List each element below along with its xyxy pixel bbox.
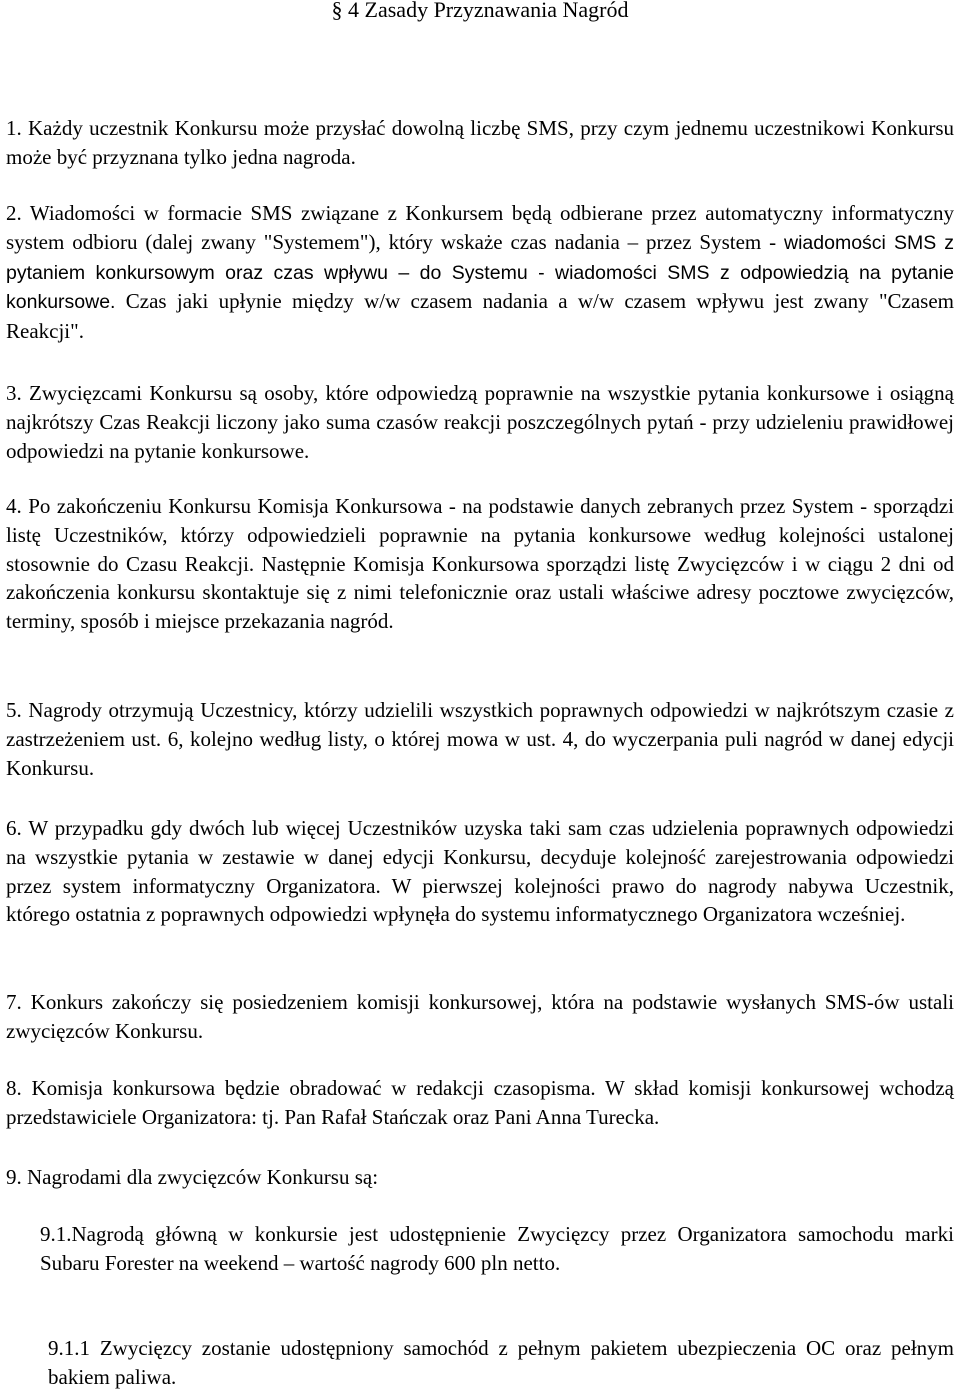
- paragraph-7: 7. Konkurs zakończy się posiedzeniem komisji konkursowej, która na podstawie wysłanych SMS-ów ustali zwycięzców Konkursu.: [6, 990, 954, 1043]
- paragraph-2-serif-text: 2. Wiadomości w formacie SMS związane z Konkursem będą odbierane przez automatyczny informatyczny system odbioru (dalej zwany "Systemem"), który wskaże czas nadania – przez System -: [6, 201, 954, 254]
- paragraph-2-sans-text: wiadomości SMS z pytaniem konkursowym oraz czas wpływu – do Systemu - wiadomości SMS z odpowiedzią na pytanie konkursowe.: [6, 231, 954, 314]
- paragraph-9: 9. Nagrodami dla zwycięzców Konkursu są:: [6, 1165, 379, 1189]
- paragraph-3: 3. Zwycięzcami Konkursu są osoby, które odpowiedzą poprawnie na wszystkie pytania konkursowe i osiągną najkrótszy Czas Reakcji liczony jako suma czasów reakcji poszczególnych pytań - przy udzieleniu prawidłowej odpowiedzi na pytanie konkursowe.: [6, 381, 954, 463]
- paragraph-5: 5. Nagrody otrzymują Uczestnicy, którzy udzielili wszystkich poprawnych odpowiedzi w najkrótszym czasie z zastrzeżeniem ust. 6, kolejno według listy, o której mowa w ust. 4, do wyczerpania puli nagród w danej edycji Konkursu.: [6, 698, 954, 780]
- paragraph-2: [6, 199, 954, 346]
- paragraph-4: 4. Po zakończeniu Konkursu Komisja Konkursowa - na podstawie danych zebranych przez System - sporządzi listę Uczestników, którzy odpowiedzieli poprawnie na pytania konkursowe według kolejności ustalonej stosownie do Czasu Reakcji. Następnie Komisja Konkursowa sporządzi listę Zwycięzców i w ciągu 2 dni od zakończenia konkursu skontaktuje się z nimi telefonicznie oraz ustali właściwe adresy pocztowe zwycięzców, terminy, sposób i miejsce przekazania nagród.: [6, 494, 954, 634]
- paragraph-9-1-1: 9.1.1 Zwycięzcy zostanie udostępniony samochód z pełnym pakietem ubezpieczenia OC oraz pełnym bakiem paliwa.: [48, 1336, 954, 1389]
- paragraph-9-1: 9.1.Nagrodą główną w konkursie jest udostępnienie Zwycięzcy przez Organizatora samochodu marki Subaru Forester na weekend – wartość nagrody 600 pln netto.: [40, 1222, 954, 1275]
- paragraph-6: 6. W przypadku gdy dwóch lub więcej Uczestników uzyska taki sam czas udzielenia poprawnych odpowiedzi na wszystkie pytania w zestawie w danej edycji Konkursu, decyduje kolejność zarejestrowania odpowiedzi przez system informatyczny Organizatora. W pierwszej kolejności prawo do nagrody nabywa Uczestnik, którego ostatnia z poprawnych odpowiedzi wpłynęła do systemu informatycznego Organizatora wcześniej.: [6, 816, 954, 927]
- paragraph-8: 8. Komisja konkursowa będzie obradować w redakcji czasopisma. W skład komisji konkursowej wchodzą przedstawiciele Organizatora: tj. Pan Rafał Stańczak oraz Pani Anna Turecka.: [6, 1076, 954, 1129]
- paragraph-2-tail-text: Czas jaki upłynie między w/w czasem nadania a w/w czasem wpływu jest zwany "Czasem Reakcji".: [6, 289, 954, 344]
- section-heading: § 4 Zasady Przyznawania Nagród: [331, 0, 629, 22]
- paragraph-1: 1. Każdy uczestnik Konkursu może przysłać dowolną liczbę SMS, przy czym jednemu uczestnikowi Konkursu może być przyznana tylko jedna nagroda.: [6, 116, 954, 169]
